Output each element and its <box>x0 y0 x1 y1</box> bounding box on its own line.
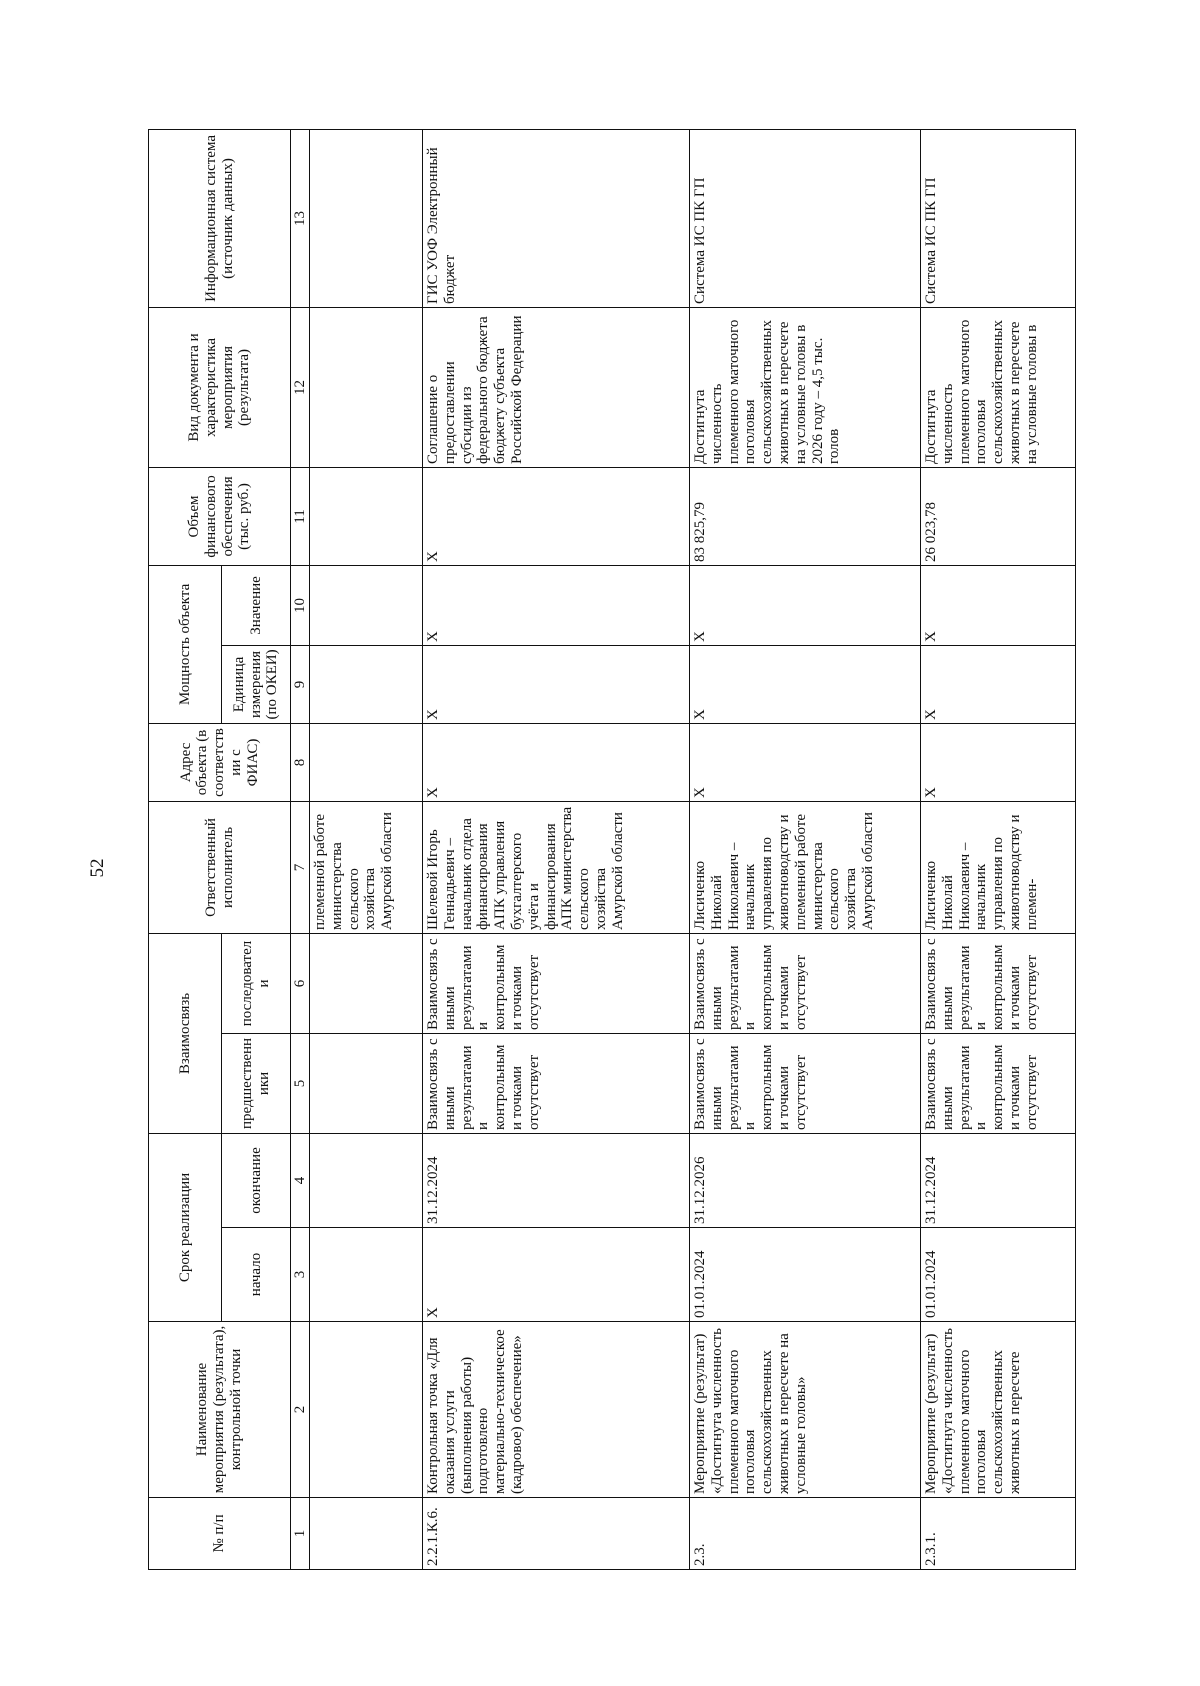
cell-name: Мероприятие (результат) «Достигнута численность племенного маточного поголовья сельскохозяйственных животных в пересчете на условные головы» <box>690 1322 921 1498</box>
cell-unit: X <box>423 645 690 723</box>
column-number: 2 <box>291 1322 310 1498</box>
cell-num <box>310 1498 423 1570</box>
cell-responsible: Лисиченко Николай Николаевич – начальник управления по животноводству и племенной работе министерства сельского хозяйства Амурской области <box>690 801 921 933</box>
column-number: 3 <box>291 1228 310 1322</box>
header-doc: Вид документа и характеристика мероприятия (результата) <box>149 307 291 467</box>
header-num: № п/п <box>149 1498 291 1570</box>
table-row <box>690 129 921 1569</box>
cell-address <box>310 723 423 801</box>
cell-doc <box>310 307 423 467</box>
table-row <box>921 129 1076 1569</box>
cell-name: Мероприятие (результат) «Достигнута численность племенного маточного поголовья сельскохозяйственных животных в пересчете <box>921 1322 1076 1498</box>
header-start: начало <box>222 1228 291 1322</box>
cell-info: Система ИС ПК ГП <box>690 129 921 307</box>
column-number: 6 <box>291 933 310 1033</box>
cell-successors: Взаимосвязь с иными результатами и контрольными точками отсутствует <box>921 933 1076 1033</box>
cell-num: 2.3. <box>690 1498 921 1570</box>
cell-unit: X <box>921 645 1076 723</box>
cell-start <box>310 1228 423 1322</box>
header-successors: последователи <box>222 933 291 1033</box>
column-number: 12 <box>291 307 310 467</box>
header-row-1 <box>149 129 222 1569</box>
cell-name: Контрольная точка «Для оказания услуги (выполнения работы) подготовлено материально-техническое (кадровое) обеспечение» <box>423 1322 690 1498</box>
cell-end: 31.12.2024 <box>423 1133 690 1227</box>
cell-predecessors: Взаимосвязь с иными результатами и контрольными точками отсутствует <box>690 1033 921 1133</box>
cell-address: X <box>690 723 921 801</box>
table-row <box>310 129 423 1569</box>
column-number: 4 <box>291 1133 310 1227</box>
cell-successors: Взаимосвязь с иными результатами и контрольными точками отсутствует <box>690 933 921 1033</box>
header-predecessors: предшественники <box>222 1033 291 1133</box>
header-info: Информационная система (источник данных) <box>149 129 291 307</box>
cell-start: X <box>423 1228 690 1322</box>
cell-responsible: Шелевой Игорь Геннадьевич – начальник отдела финансирования АПК управления бухгалтерского учёта и финансирования АПК министерства сельского хозяйства Амурской области <box>423 801 690 933</box>
cell-info: ГИС УОФ Электронный бюджет <box>423 129 690 307</box>
column-number: 11 <box>291 467 310 565</box>
cell-finance: X <box>423 467 690 565</box>
cell-unit: X <box>690 645 921 723</box>
cell-finance: 83 825,79 <box>690 467 921 565</box>
cell-doc: Достигнута численность племенного маточного поголовья сельскохозяйственных животных в пересчете на условные головы в 2026 году – 4,5 тыс. голов <box>690 307 921 467</box>
rotated-table-container <box>148 130 1108 1570</box>
column-number-row <box>291 129 310 1569</box>
cell-start: 01.01.2024 <box>690 1228 921 1322</box>
cell-finance <box>310 467 423 565</box>
column-number: 10 <box>291 565 310 645</box>
column-number: 7 <box>291 801 310 933</box>
header-value: Значение <box>222 565 291 645</box>
header-name: Наименование мероприятия (результата), контрольной точки <box>149 1322 291 1498</box>
cell-predecessors: Взаимосвязь с иными результатами и контрольными точками отсутствует <box>423 1033 690 1133</box>
header-period: Срок реализации <box>149 1133 222 1321</box>
header-responsible: Ответственный исполнитель <box>149 801 291 933</box>
cell-address: X <box>921 723 1076 801</box>
cell-address: X <box>423 723 690 801</box>
cell-unit <box>310 645 423 723</box>
column-number: 8 <box>291 723 310 801</box>
cell-successors <box>310 933 423 1033</box>
header-finance: Объем финансового обеспечения (тыс. руб.) <box>149 467 291 565</box>
cell-responsible: Лисиченко Николай Николаевич – начальник управления по животноводству и племен- <box>921 801 1076 933</box>
header-capacity: Мощность объекта <box>149 565 222 723</box>
cell-doc: Достигнута численность племенного маточного поголовья сельскохозяйственных животных в пересчете на условные головы в <box>921 307 1076 467</box>
cell-num: 2.3.1. <box>921 1498 1076 1570</box>
column-number: 9 <box>291 645 310 723</box>
cell-end: 31.12.2024 <box>921 1133 1076 1227</box>
cell-start: 01.01.2024 <box>921 1228 1076 1322</box>
header-unit: Единица измерения (по ОКЕИ) <box>222 645 291 723</box>
cell-info: Система ИС ПК ГП <box>921 129 1076 307</box>
cell-finance: 26 023,78 <box>921 467 1076 565</box>
cell-info <box>310 129 423 307</box>
cell-value: X <box>921 565 1076 645</box>
cell-name <box>310 1322 423 1498</box>
header-end: окончание <box>222 1133 291 1227</box>
cell-value: X <box>690 565 921 645</box>
cell-num: 2.2.1.К.6. <box>423 1498 690 1570</box>
cell-end <box>310 1133 423 1227</box>
cell-responsible: племенной работе министерства сельского хозяйства Амурской области <box>310 801 423 933</box>
cell-end: 31.12.2026 <box>690 1133 921 1227</box>
table-row <box>423 129 690 1569</box>
column-number: 1 <box>291 1498 310 1570</box>
column-number: 13 <box>291 129 310 307</box>
column-number: 5 <box>291 1033 310 1133</box>
plan-table <box>148 129 1076 1570</box>
cell-value: X <box>423 565 690 645</box>
cell-doc: Соглашение о предоставлении субсидии из федерального бюджета бюджету субъекта Российской Федерации <box>423 307 690 467</box>
cell-predecessors: Взаимосвязь с иными результатами и контрольными точками отсутствует <box>921 1033 1076 1133</box>
cell-predecessors <box>310 1033 423 1133</box>
page-number: 52 <box>87 858 108 878</box>
header-relation: Взаимосвязь <box>149 933 222 1133</box>
cell-value <box>310 565 423 645</box>
header-address: Адрес объекта (в соответствии с ФИАС) <box>149 723 291 801</box>
cell-successors: Взаимосвязь с иными результатами и контрольными точками отсутствует <box>423 933 690 1033</box>
